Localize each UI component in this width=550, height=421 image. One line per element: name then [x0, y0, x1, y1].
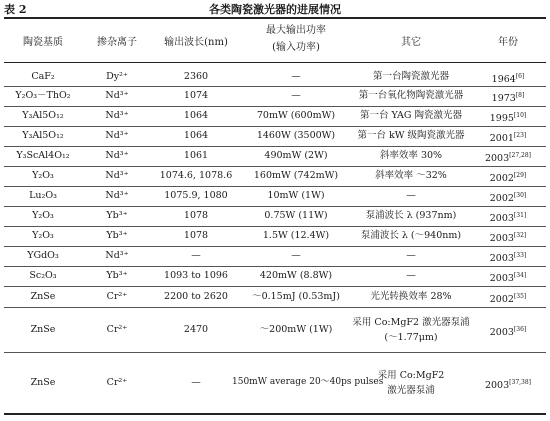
- cell-other: [352, 316, 470, 344]
- cell-year: [470, 209, 546, 225]
- cell-host: YGdO₃: [27, 250, 59, 261]
- cell-year-ref: [36]: [513, 325, 527, 333]
- cell-ion: Nd³⁺: [105, 110, 129, 121]
- cell-power: 1460W (3500W): [256, 130, 336, 141]
- cell-year-ref: [31]: [513, 212, 527, 219]
- cell-year-value: 2002: [489, 193, 514, 205]
- cell-other: 泵浦波长 λ (～940nm): [360, 230, 462, 241]
- cell-host: Y₃Al5O₁₂: [22, 130, 64, 141]
- cell-power: —: [291, 90, 301, 101]
- header-power: 最大输出功率: [266, 25, 326, 36]
- header-wavelength: 输出波长(nm): [164, 37, 228, 48]
- cell-power: —: [291, 70, 301, 82]
- cell-ion: Cr²⁺: [106, 290, 128, 302]
- cell-year-ref: [8]: [515, 92, 525, 99]
- cell-wavelength: 2360: [183, 70, 209, 82]
- cell-year-ref: [34]: [513, 272, 527, 279]
- cell-power: 490mW (2W): [264, 150, 328, 161]
- cell-power: 70mW (600mW): [256, 110, 336, 121]
- cell-host: Lu₂O₃: [29, 190, 57, 201]
- cell-host: Y₂O₃: [32, 230, 54, 241]
- cell-power: ～0.15mJ (0.53mJ): [252, 290, 340, 302]
- cell-ion: Yb³⁺: [106, 210, 128, 221]
- cell-host: Y₂O₃: [32, 170, 54, 181]
- cell-year: [470, 269, 546, 285]
- cell-other: 第一台 kW 级陶瓷激光器: [357, 130, 465, 141]
- cell-other: [352, 369, 470, 397]
- cell-year-ref: [6]: [515, 72, 525, 80]
- cell-year-value: 2003: [489, 273, 514, 285]
- cell-ion: Yb³⁺: [106, 270, 128, 281]
- row-divider: [4, 106, 546, 107]
- cell-year-value: 2002: [489, 293, 514, 305]
- cell-wavelength: 1061: [183, 150, 209, 161]
- row-divider: [4, 126, 546, 127]
- cell-ion: Nd³⁺: [105, 250, 129, 261]
- cell-wavelength: 1064: [183, 110, 209, 121]
- cell-year: [470, 229, 546, 245]
- cell-year: [470, 323, 546, 339]
- cell-wavelength: 1078: [183, 230, 209, 241]
- cell-year-value: 2003: [489, 326, 514, 338]
- cell-year-value: 1995: [489, 113, 514, 125]
- cell-year-value: 2003: [484, 379, 510, 391]
- cell-other: 斜率效率 ～32%: [375, 170, 447, 181]
- cell-year: [470, 249, 546, 265]
- cell-year-value: 2003: [489, 233, 514, 245]
- row-divider: [4, 86, 546, 87]
- row-divider: [4, 266, 546, 267]
- cell-other: 第一台 YAG 陶瓷激光器: [359, 110, 463, 121]
- cell-ion: Nd³⁺: [105, 130, 129, 141]
- row-divider: [4, 352, 546, 353]
- cell-year-ref: [30]: [513, 192, 527, 199]
- header-other: 其它: [401, 37, 421, 48]
- cell-year-ref: [23]: [513, 132, 527, 139]
- row-divider: [4, 186, 546, 187]
- cell-year-ref: [27,28]: [509, 152, 532, 159]
- cell-wavelength: 1075.9, 1080: [164, 190, 228, 201]
- row-divider: [4, 146, 546, 147]
- cell-other: 第一台氧化物陶瓷激光器: [358, 90, 464, 101]
- cell-wavelength: 2470: [183, 323, 209, 335]
- cell-ion: Dy²⁺: [106, 70, 128, 82]
- cell-ion: Nd³⁺: [105, 190, 129, 201]
- cell-ion: Nd³⁺: [105, 150, 129, 161]
- cell-year-value: 2003: [484, 153, 510, 165]
- cell-host: ZnSe: [30, 290, 56, 302]
- cell-other-line2: 激光器泵浦: [387, 384, 435, 396]
- cell-year-value: 1964: [491, 73, 516, 85]
- cell-year-ref: [33]: [513, 252, 527, 259]
- cell-host: Y₃Al5O₁₂: [22, 110, 64, 121]
- cell-year-value: 2003: [489, 213, 514, 225]
- cell-power: 10mW (1W): [267, 190, 325, 201]
- cell-host: Sc₂O₃: [29, 270, 57, 281]
- cell-power: 0.75W (11W): [264, 210, 328, 221]
- cell-power: 1.5W (12.4W): [262, 230, 330, 241]
- cell-other-line2: (～1.77μm): [384, 331, 438, 343]
- cell-power: 160mW (742mW): [253, 170, 339, 181]
- row-divider: [4, 307, 546, 308]
- header-rule: [4, 62, 546, 63]
- cell-wavelength: 1093 to 1096: [164, 270, 228, 281]
- bottom-rule: [4, 413, 546, 415]
- cell-host: CaF₂: [31, 70, 55, 82]
- row-divider: [4, 226, 546, 227]
- cell-host: Y₂O₃－ThO₂: [15, 90, 71, 101]
- row-divider: [4, 166, 546, 167]
- header-power-input: (输入功率): [272, 42, 320, 53]
- cell-wavelength: 1078: [183, 210, 209, 221]
- cell-other: 光光转换效率 28%: [370, 290, 452, 302]
- cell-year: [470, 290, 546, 306]
- cell-wavelength: 2200 to 2620: [164, 290, 228, 302]
- cell-year-ref: [10]: [513, 112, 527, 119]
- row-divider: [4, 246, 546, 247]
- cell-other: —: [406, 250, 416, 261]
- cell-wavelength: —: [191, 376, 201, 388]
- cell-host: ZnSe: [30, 376, 56, 388]
- cell-other-line1: 采用 Co:MgF2 激光器泵浦: [352, 316, 470, 328]
- cell-year-ref: [32]: [513, 232, 527, 239]
- cell-other: —: [406, 190, 416, 201]
- cell-wavelength: —: [191, 250, 201, 261]
- cell-year: [470, 129, 546, 145]
- cell-year: [470, 169, 546, 185]
- cell-year-ref: [35]: [513, 292, 527, 300]
- cell-year: [470, 189, 546, 205]
- cell-wavelength: 1074.6, 1078.6: [159, 170, 233, 181]
- cell-year-value: 2001: [489, 133, 514, 145]
- cell-year-value: 2003: [489, 253, 514, 265]
- header-year: 年份: [498, 37, 518, 48]
- top-rule: [4, 17, 546, 19]
- cell-other-line1: 采用 Co:MgF2: [377, 369, 445, 381]
- row-divider: [4, 286, 546, 287]
- table-title: 各类陶瓷激光器的进展情况: [209, 3, 341, 16]
- cell-year-ref: [29]: [513, 172, 527, 179]
- cell-ion: Cr²⁺: [106, 376, 128, 388]
- cell-host: ZnSe: [30, 323, 56, 335]
- cell-year: [470, 70, 546, 86]
- cell-ion: Nd³⁺: [105, 90, 129, 101]
- cell-wavelength: 1074: [183, 90, 209, 101]
- table-label: 表 2: [4, 3, 27, 16]
- cell-host: Y₂O₃: [32, 210, 54, 221]
- header-ion: 掺杂离子: [97, 37, 137, 48]
- cell-other: 斜率效率 30%: [379, 150, 443, 161]
- cell-power: ～200mW (1W): [259, 323, 333, 335]
- cell-year-value: 2002: [489, 173, 514, 185]
- header-host: 陶瓷基质: [23, 37, 63, 48]
- row-divider: [4, 206, 546, 207]
- cell-other: 泵浦波长 λ (937nm): [365, 210, 457, 221]
- cell-year: [470, 149, 546, 165]
- cell-year: [470, 89, 546, 105]
- cell-ion: Yb³⁺: [106, 230, 128, 241]
- cell-ion: Nd³⁺: [105, 170, 129, 181]
- cell-year-value: 1973: [491, 93, 516, 105]
- cell-power: 150mW average 20～40ps pulses: [232, 376, 384, 387]
- cell-ion: Cr²⁺: [106, 323, 128, 335]
- cell-power: 420mW (8.8W): [259, 270, 333, 281]
- cell-power: —: [291, 250, 301, 261]
- cell-year: [470, 109, 546, 125]
- cell-wavelength: 1064: [183, 130, 209, 141]
- cell-year-ref: [37,38]: [509, 378, 532, 386]
- cell-year: [470, 376, 546, 392]
- cell-other: 第一台陶瓷激光器: [372, 70, 449, 82]
- cell-other: —: [406, 270, 416, 281]
- cell-host: Y₃ScAl4O₁₂: [16, 150, 70, 161]
